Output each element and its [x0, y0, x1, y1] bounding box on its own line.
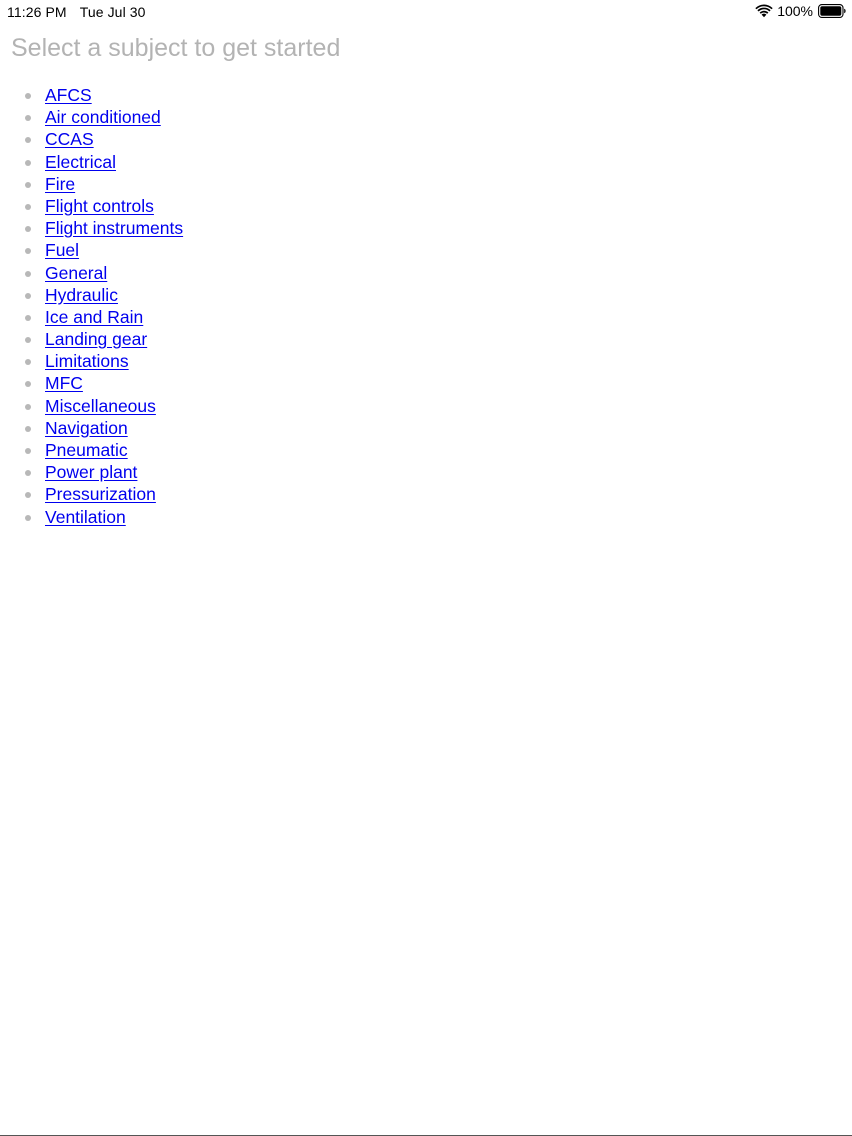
battery-icon — [818, 4, 846, 18]
subject-link[interactable]: Flight controls — [45, 195, 154, 216]
list-item — [0, 195, 183, 217]
bullet-icon — [25, 182, 31, 188]
bullet-icon — [25, 492, 31, 498]
list-item — [0, 461, 183, 483]
list-item — [0, 417, 183, 439]
page-title: Select a subject to get started — [11, 34, 341, 62]
list-item — [0, 173, 183, 195]
bullet-icon — [25, 248, 31, 254]
list-item — [0, 106, 183, 128]
list-item — [0, 151, 183, 173]
list-item — [0, 84, 183, 106]
status-bar-left — [7, 4, 146, 20]
list-item — [0, 372, 183, 394]
subject-link[interactable]: Pneumatic — [45, 440, 128, 460]
bullet-icon — [25, 337, 31, 343]
bullet-icon — [25, 204, 31, 210]
status-bar-right — [755, 3, 846, 19]
bullet-icon — [25, 404, 31, 410]
subject-list — [0, 84, 183, 528]
list-item — [0, 483, 183, 505]
subject-link[interactable]: Navigation — [45, 417, 128, 438]
bullet-icon — [25, 226, 31, 232]
bullet-icon — [25, 448, 31, 454]
list-item — [0, 350, 183, 372]
subject-link[interactable]: Limitations — [45, 351, 129, 372]
status-date: Tue Jul 30 — [79, 4, 146, 20]
list-item — [0, 217, 183, 239]
list-item — [0, 306, 183, 328]
list-item — [0, 328, 183, 350]
wifi-icon — [755, 4, 773, 18]
bullet-icon — [25, 381, 31, 387]
list-item — [0, 128, 183, 150]
status-time: 11:26 PM — [7, 4, 67, 20]
list-item — [0, 395, 183, 417]
list-item — [0, 239, 183, 261]
subject-link[interactable]: AFCS — [45, 85, 92, 105]
bullet-icon — [25, 93, 31, 99]
list-item — [0, 506, 183, 528]
status-bar — [0, 0, 852, 24]
subject-link[interactable]: Landing gear — [45, 329, 148, 350]
subject-link[interactable]: Hydraulic — [45, 284, 118, 305]
subject-link[interactable]: General — [45, 262, 108, 283]
battery-fill — [820, 6, 841, 15]
subject-link[interactable]: Power plant — [45, 462, 138, 483]
subject-link[interactable]: Fire — [45, 173, 76, 194]
bullet-icon — [25, 515, 31, 521]
list-item — [0, 284, 183, 306]
subject-link[interactable]: Flight instruments — [45, 218, 184, 239]
subject-link[interactable]: Ice and Rain — [45, 306, 144, 327]
subject-link[interactable]: Fuel — [45, 240, 80, 261]
bullet-icon — [25, 315, 31, 321]
bullet-icon — [25, 160, 31, 166]
bullet-icon — [25, 137, 31, 143]
bullet-icon — [25, 426, 31, 432]
subject-link[interactable]: CCAS — [45, 129, 94, 150]
subject-link[interactable]: Ventilation — [45, 506, 126, 527]
bullet-icon — [25, 470, 31, 476]
bullet-icon — [25, 293, 31, 299]
list-item — [0, 262, 183, 284]
subject-link[interactable]: Pressurization — [45, 484, 156, 505]
battery-percent: 100% — [777, 3, 813, 19]
bullet-icon — [25, 115, 31, 121]
bullet-icon — [25, 271, 31, 277]
subject-link[interactable]: Electrical — [45, 151, 116, 172]
subject-link[interactable]: MFC — [45, 373, 83, 394]
list-item — [0, 439, 183, 461]
subject-link[interactable]: Air conditioned — [45, 107, 161, 128]
subject-link[interactable]: Miscellaneous — [45, 395, 156, 416]
bullet-icon — [25, 359, 31, 365]
